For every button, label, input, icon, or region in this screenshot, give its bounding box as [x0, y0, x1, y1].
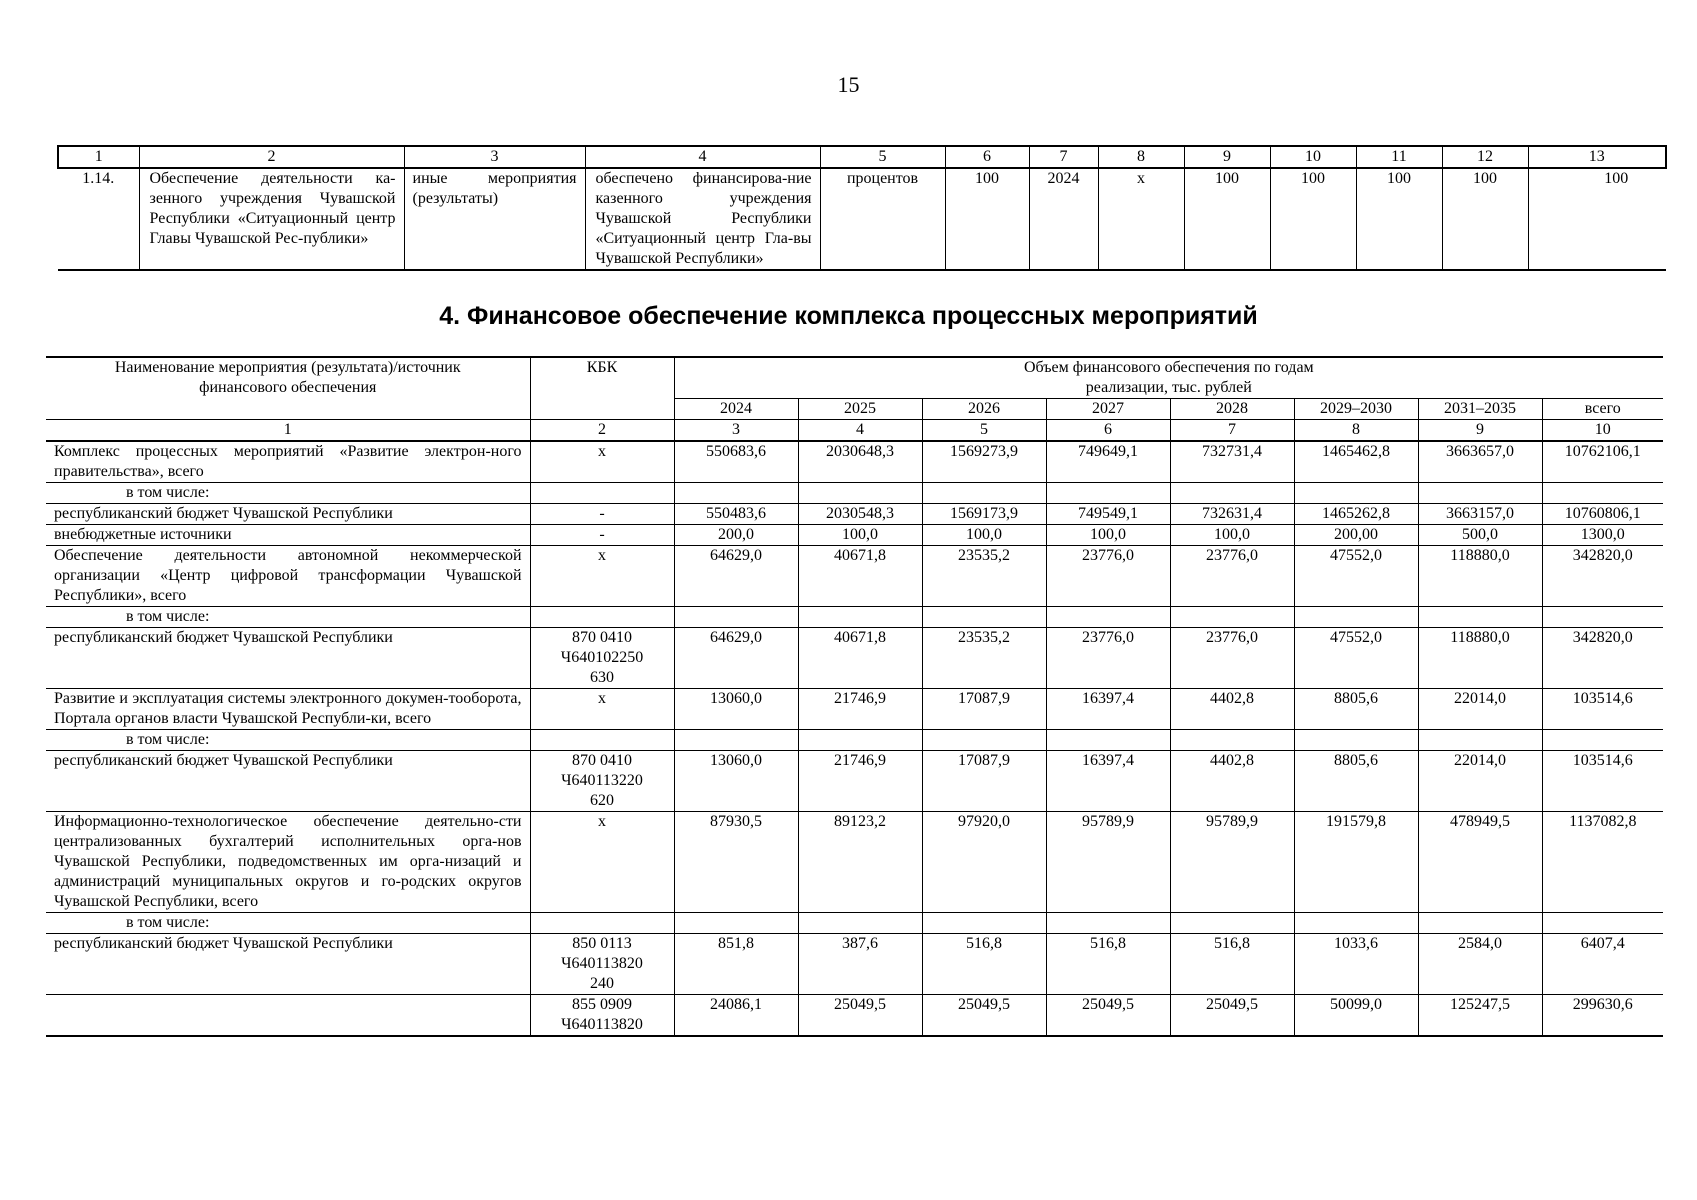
table-row	[46, 546, 1663, 607]
financing-table	[46, 356, 1663, 1037]
year-header: 2028	[1170, 399, 1294, 420]
row-value: 23776,0	[1170, 546, 1294, 607]
row-value: 95789,9	[1046, 812, 1170, 913]
col-number: 2	[139, 146, 404, 168]
row-value: 24086,1	[674, 995, 798, 1037]
row-name: в том числе:	[46, 483, 530, 504]
row-value	[1294, 607, 1418, 628]
year-header: 2031–2035	[1418, 399, 1542, 420]
row-value: 21746,9	[798, 751, 922, 812]
row-value	[1542, 483, 1663, 504]
row-value: 23535,2	[922, 628, 1046, 689]
row-value	[1542, 913, 1663, 934]
row-value: 118880,0	[1418, 628, 1542, 689]
row-value: 6407,4	[1542, 934, 1663, 995]
column-numbers-row	[46, 420, 1663, 442]
header-volume-line2: реализации, тыс. рублей	[1085, 379, 1252, 396]
year-header: 2027	[1046, 399, 1170, 420]
row-value: 64629,0	[674, 546, 798, 607]
row-value: 4402,8	[1170, 751, 1294, 812]
row-name: республиканский бюджет Чувашской Республики	[46, 751, 530, 812]
row-value: 342820,0	[1542, 628, 1663, 689]
row-value: 23776,0	[1046, 546, 1170, 607]
col-number: 10	[1542, 420, 1663, 442]
row-value	[674, 607, 798, 628]
col-number: 7	[1170, 420, 1294, 442]
header-row	[46, 357, 1663, 399]
row-value: 118880,0	[1418, 546, 1542, 607]
row-value	[1294, 730, 1418, 751]
row-value: 17087,9	[922, 751, 1046, 812]
row-value	[798, 730, 922, 751]
row-description: обеспечено финансирова-ние казенного учреждения Чувашской Республики «Ситуационный центр Гла-вы Чувашской Республики»	[585, 168, 820, 270]
row-value: 4402,8	[1170, 689, 1294, 730]
col-number: 1	[58, 146, 139, 168]
row-value: 2030548,3	[798, 504, 922, 525]
row-name: Информационно-технологическое обеспечение деятельно-сти централизованных бухгалтерий исполнительных орга-нов Чувашской Республики, подведомственных им орга-низаций и администраций муниципальных округов и го-родских округов Чувашской Республики, всего	[46, 812, 530, 913]
row-value: 516,8	[1046, 934, 1170, 995]
row-value	[1418, 607, 1542, 628]
row-value	[1170, 730, 1294, 751]
row-kbk: -	[530, 504, 674, 525]
col-number: 1	[46, 420, 530, 442]
row-value: 1569273,9	[922, 441, 1046, 483]
page-number: 15	[837, 72, 860, 97]
row-value: 500,0	[1418, 525, 1542, 546]
col-number: 8	[1294, 420, 1418, 442]
row-value: 40671,8	[798, 628, 922, 689]
row-value: 10760806,1	[1542, 504, 1663, 525]
row-value: 50099,0	[1294, 995, 1418, 1037]
row-value: 25049,5	[1170, 995, 1294, 1037]
row-value: 103514,6	[1542, 689, 1663, 730]
year-header: 2026	[922, 399, 1046, 420]
year-header: 2029–2030	[1294, 399, 1418, 420]
row-value: 40671,8	[798, 546, 922, 607]
row-value: х	[1098, 168, 1184, 270]
row-value	[798, 913, 922, 934]
row-value: 13060,0	[674, 689, 798, 730]
row-value: 47552,0	[1294, 628, 1418, 689]
year-header: 2024	[674, 399, 798, 420]
table-row	[46, 812, 1663, 913]
col-number: 13	[1528, 146, 1666, 168]
row-value: 100	[945, 168, 1029, 270]
col-number: 3	[674, 420, 798, 442]
row-value: 103514,6	[1542, 751, 1663, 812]
row-kbk: 870 0410 Ч640102250 630	[530, 628, 674, 689]
row-value	[922, 913, 1046, 934]
row-name: Обеспечение деятельности ка-зенного учреждения Чувашской Республики «Ситуационный центр Главы Чувашской Рес-публики»	[139, 168, 404, 270]
row-value: 23535,2	[922, 546, 1046, 607]
row-value: 100,0	[922, 525, 1046, 546]
row-value: 1569173,9	[922, 504, 1046, 525]
row-value: 550683,6	[674, 441, 798, 483]
row-value: 97920,0	[922, 812, 1046, 913]
row-name: республиканский бюджет Чувашской Республики	[46, 934, 530, 995]
row-value: 2030648,3	[798, 441, 922, 483]
row-value: 851,8	[674, 934, 798, 995]
row-value	[1418, 913, 1542, 934]
row-value: 387,6	[798, 934, 922, 995]
financing-table-body	[46, 441, 1663, 1036]
row-value: 22014,0	[1418, 751, 1542, 812]
row-value	[1418, 730, 1542, 751]
row-kbk: х	[530, 689, 674, 730]
row-value: 3663657,0	[1418, 441, 1542, 483]
col-number: 5	[820, 146, 945, 168]
row-value	[1542, 730, 1663, 751]
row-value: 299630,6	[1542, 995, 1663, 1037]
row-value: 16397,4	[1046, 689, 1170, 730]
col-number: 7	[1029, 146, 1098, 168]
col-number: 9	[1184, 146, 1270, 168]
row-value	[1170, 483, 1294, 504]
row-kbk	[530, 913, 674, 934]
subtotal-label-row	[46, 607, 1663, 628]
row-name: республиканский бюджет Чувашской Республики	[46, 504, 530, 525]
row-value	[1294, 913, 1418, 934]
row-value: 1465262,8	[1294, 504, 1418, 525]
row-value: 8805,6	[1294, 751, 1418, 812]
row-value: 1465462,8	[1294, 441, 1418, 483]
row-value	[922, 607, 1046, 628]
row-value	[1046, 913, 1170, 934]
header-volume	[674, 357, 1663, 399]
row-value	[1046, 483, 1170, 504]
row-value: 10762106,1	[1542, 441, 1663, 483]
row-value	[1046, 607, 1170, 628]
row-value: 47552,0	[1294, 546, 1418, 607]
row-value	[1418, 483, 1542, 504]
table-row	[46, 689, 1663, 730]
col-number: 10	[1270, 146, 1356, 168]
col-number: 8	[1098, 146, 1184, 168]
row-value: 516,8	[1170, 934, 1294, 995]
row-value: 100,0	[1170, 525, 1294, 546]
col-number: 4	[585, 146, 820, 168]
row-value: 3663157,0	[1418, 504, 1542, 525]
row-value: 478949,5	[1418, 812, 1542, 913]
subtotal-label-row	[46, 483, 1663, 504]
col-number: 11	[1356, 146, 1442, 168]
row-value: 1137082,8	[1542, 812, 1663, 913]
subtotal-label-row	[46, 730, 1663, 751]
row-value: 13060,0	[674, 751, 798, 812]
row-kbk: 855 0909 Ч640113820	[530, 995, 674, 1037]
row-kbk	[530, 730, 674, 751]
row-value	[1170, 607, 1294, 628]
row-value: 25049,5	[798, 995, 922, 1037]
row-value: 125247,5	[1418, 995, 1542, 1037]
subtotal-label-row	[46, 913, 1663, 934]
row-value: 23776,0	[1046, 628, 1170, 689]
row-value: 64629,0	[674, 628, 798, 689]
row-value	[674, 730, 798, 751]
row-name: в том числе:	[46, 730, 530, 751]
row-value: 100,0	[1046, 525, 1170, 546]
col-number: 9	[1418, 420, 1542, 442]
row-value: 100	[1528, 168, 1666, 270]
row-value	[798, 483, 922, 504]
row-value: 100,0	[798, 525, 922, 546]
row-value: 22014,0	[1418, 689, 1542, 730]
header-name: Наименование мероприятия (результата)/источник финансового обеспечения	[46, 357, 530, 420]
row-kbk: х	[530, 546, 674, 607]
year-header: 2025	[798, 399, 922, 420]
row-value: 100	[1356, 168, 1442, 270]
row-kbk: х	[530, 812, 674, 913]
row-value: 2024	[1029, 168, 1098, 270]
row-value: 89123,2	[798, 812, 922, 913]
col-number: 4	[798, 420, 922, 442]
row-number: 1.14.	[58, 168, 139, 270]
row-value	[922, 730, 1046, 751]
row-value	[922, 483, 1046, 504]
table-row	[46, 995, 1663, 1037]
row-name	[46, 995, 530, 1037]
row-value: 191579,8	[1294, 812, 1418, 913]
row-value	[674, 483, 798, 504]
table-row	[46, 525, 1663, 546]
row-value: 749649,1	[1046, 441, 1170, 483]
col-number: 2	[530, 420, 674, 442]
row-value	[674, 913, 798, 934]
row-kbk: 870 0410 Ч640113220 620	[530, 751, 674, 812]
row-name: в том числе:	[46, 913, 530, 934]
row-value: 100	[1270, 168, 1356, 270]
row-value: 23776,0	[1170, 628, 1294, 689]
row-value: 100	[1442, 168, 1528, 270]
row-name: Развитие и эксплуатация системы электронного докумен-тооборота, Портала органов власти Чувашской Республи-ки, всего	[46, 689, 530, 730]
col-number: 12	[1442, 146, 1528, 168]
row-value: 200,00	[1294, 525, 1418, 546]
row-value: 8805,6	[1294, 689, 1418, 730]
row-value: 17087,9	[922, 689, 1046, 730]
indicators-table	[57, 145, 1667, 271]
row-name: в том числе:	[46, 607, 530, 628]
row-value	[798, 607, 922, 628]
year-header: всего	[1542, 399, 1663, 420]
row-value: 100	[1184, 168, 1270, 270]
row-value: 95789,9	[1170, 812, 1294, 913]
row-value: 1300,0	[1542, 525, 1663, 546]
row-unit: процентов	[820, 168, 945, 270]
col-number: 3	[404, 146, 585, 168]
row-value: 550483,6	[674, 504, 798, 525]
table-row	[46, 504, 1663, 525]
section-title: 4. Финансовое обеспечение комплекса процессных мероприятий	[439, 302, 1258, 330]
row-value: 2584,0	[1418, 934, 1542, 995]
column-numbers-row	[58, 146, 1666, 168]
row-value: 1033,6	[1294, 934, 1418, 995]
table-row	[46, 934, 1663, 995]
table-row	[46, 441, 1663, 483]
row-name: республиканский бюджет Чувашской Республики	[46, 628, 530, 689]
row-name: Комплекс процессных мероприятий «Развитие электрон-ного правительства», всего	[46, 441, 530, 483]
row-value: 25049,5	[922, 995, 1046, 1037]
row-kbk	[530, 483, 674, 504]
row-name: Обеспечение деятельности автономной некоммерческой организации «Центр цифровой трансформации Чувашской Республики», всего	[46, 546, 530, 607]
row-kbk: х	[530, 441, 674, 483]
row-value: 732631,4	[1170, 504, 1294, 525]
row-value	[1046, 730, 1170, 751]
table-row	[58, 168, 1666, 270]
col-number: 6	[1046, 420, 1170, 442]
row-value: 516,8	[922, 934, 1046, 995]
row-kbk: -	[530, 525, 674, 546]
col-number: 6	[945, 146, 1029, 168]
col-number: 5	[922, 420, 1046, 442]
row-value: 200,0	[674, 525, 798, 546]
row-type: иные мероприятия (результаты)	[404, 168, 585, 270]
row-value	[1294, 483, 1418, 504]
row-value	[1170, 913, 1294, 934]
table-row	[46, 751, 1663, 812]
table-row	[46, 628, 1663, 689]
row-value: 16397,4	[1046, 751, 1170, 812]
row-value: 749549,1	[1046, 504, 1170, 525]
header-kbk: КБК	[530, 357, 674, 420]
row-value: 87930,5	[674, 812, 798, 913]
header-volume-line1: Объем финансового обеспечения по годам	[1023, 359, 1314, 376]
row-value: 342820,0	[1542, 546, 1663, 607]
row-value: 732731,4	[1170, 441, 1294, 483]
row-name: внебюджетные источники	[46, 525, 530, 546]
row-value	[1542, 607, 1663, 628]
row-kbk: 850 0113 Ч640113820 240	[530, 934, 674, 995]
row-value: 25049,5	[1046, 995, 1170, 1037]
row-value: 21746,9	[798, 689, 922, 730]
row-kbk	[530, 607, 674, 628]
